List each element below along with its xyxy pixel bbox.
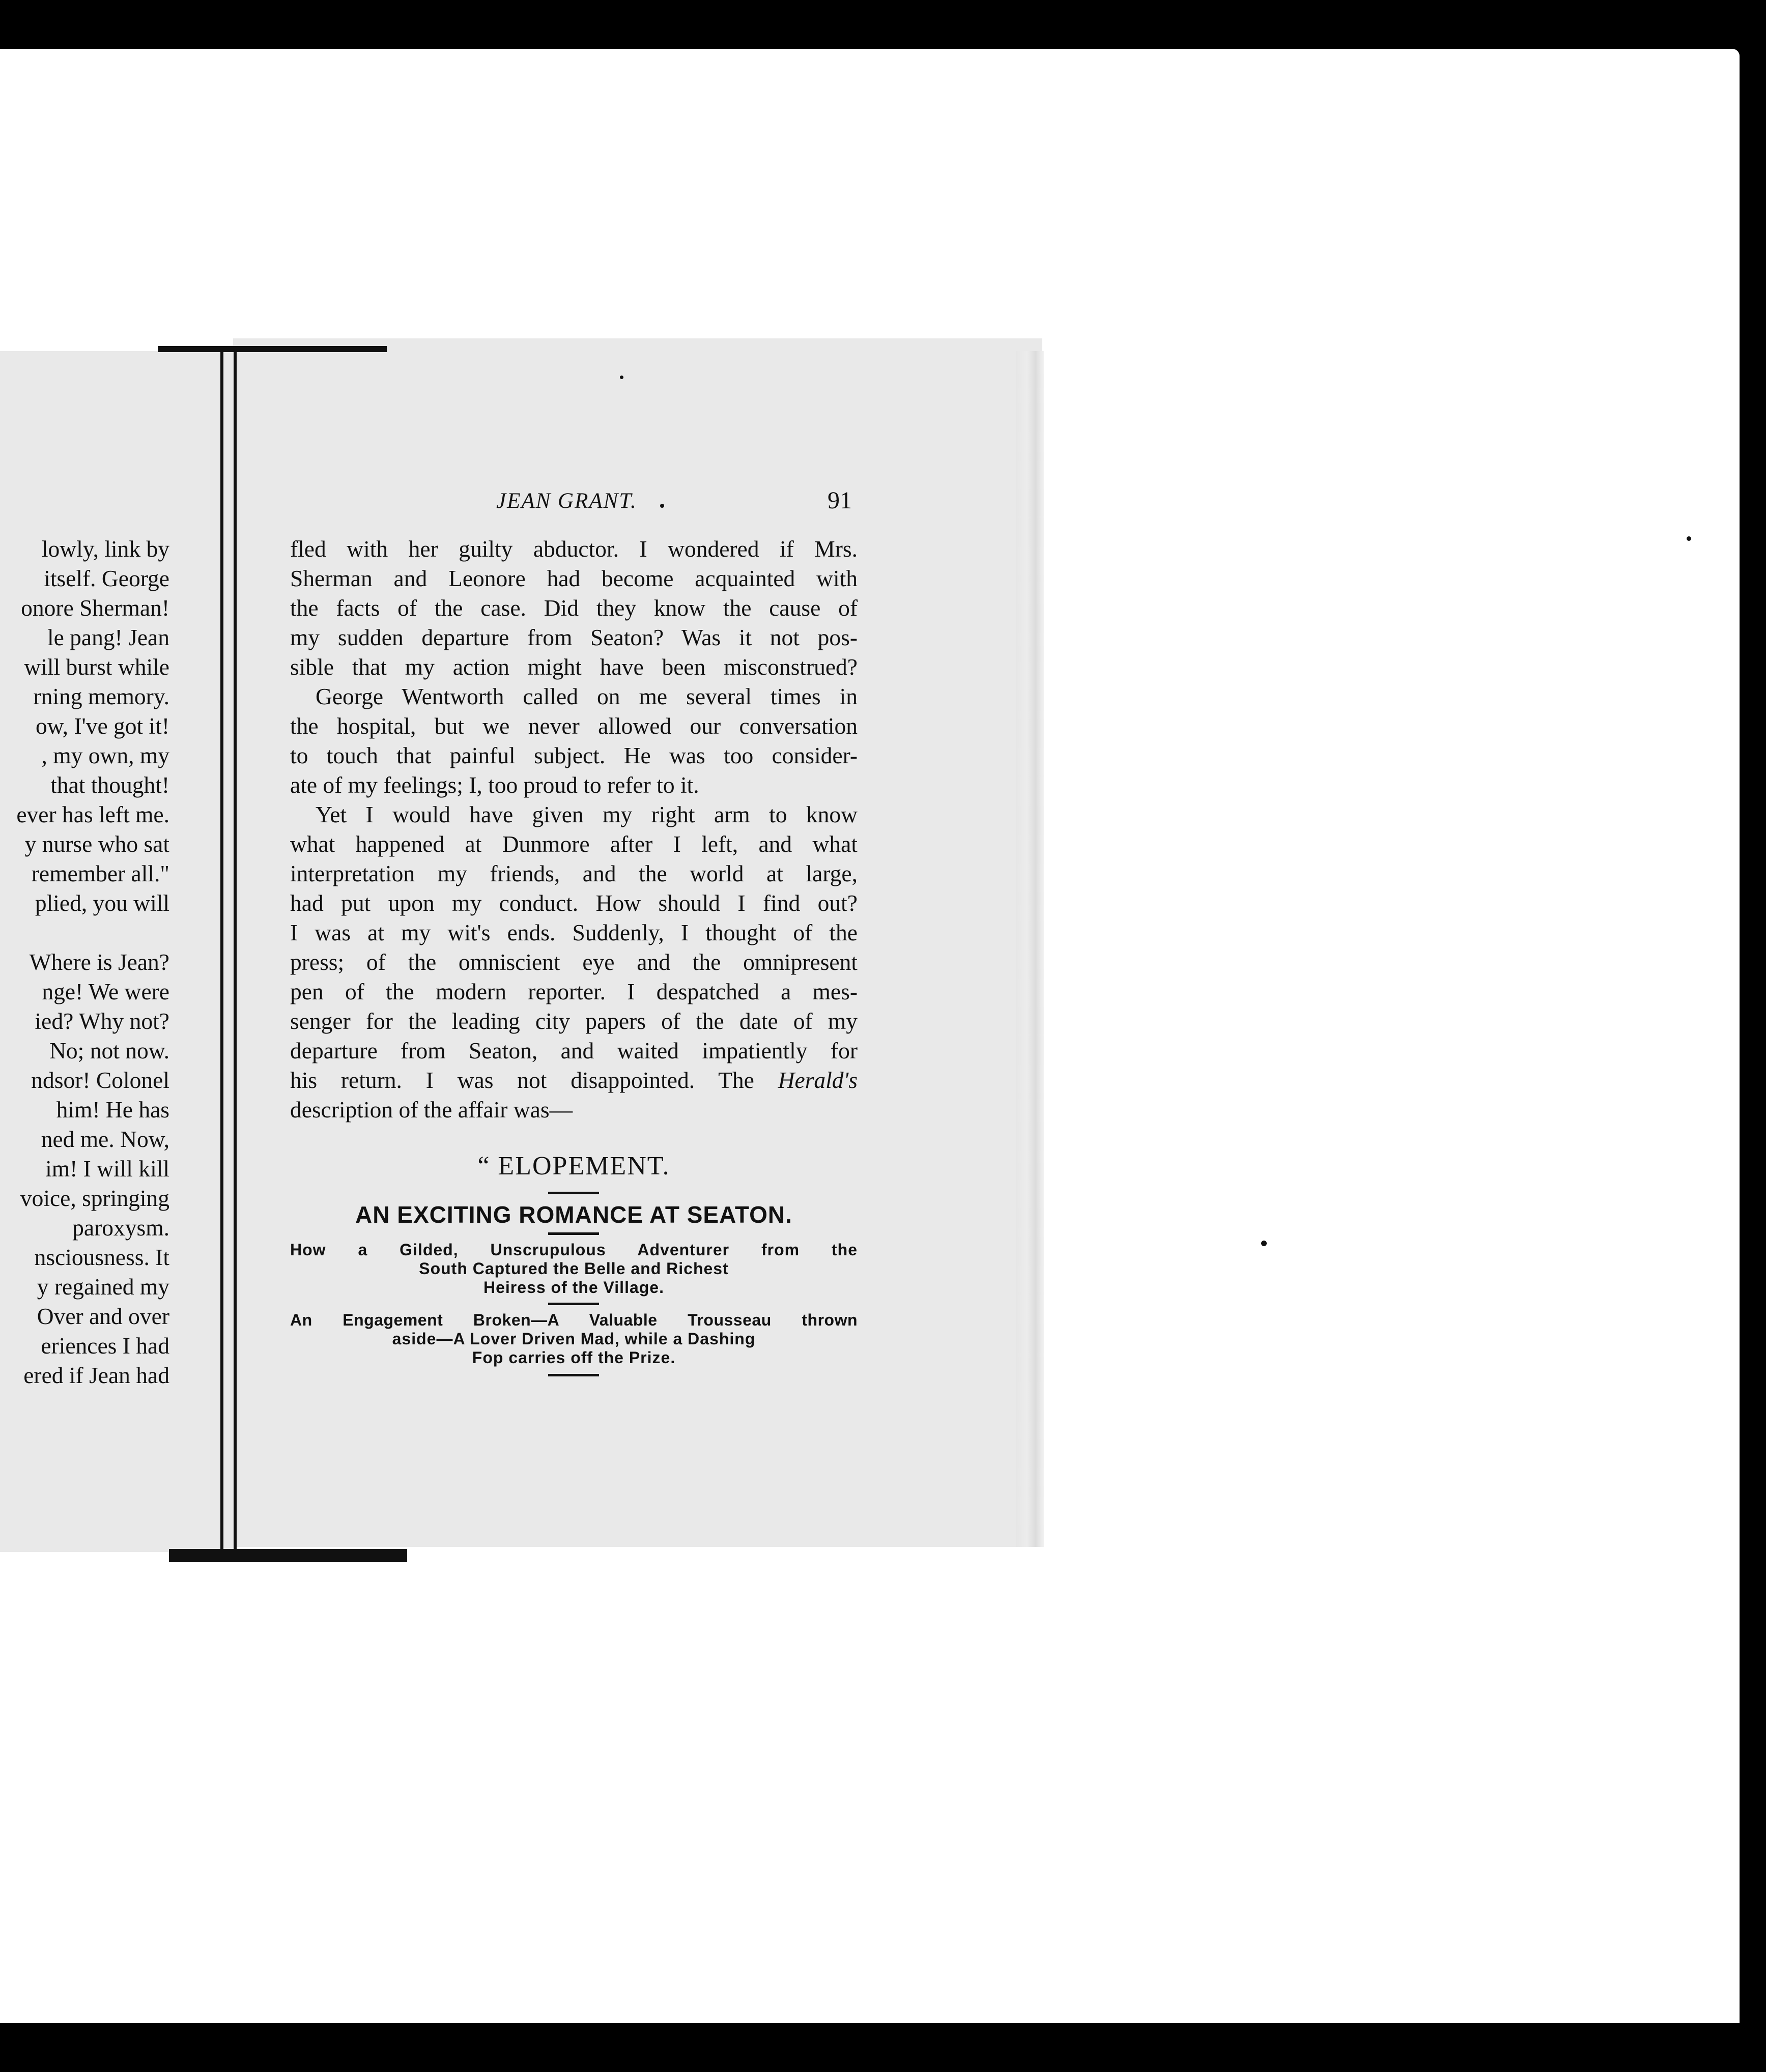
body-line: I was at my wit's ends. Suddenly, I thought of the [290,919,858,945]
body-line: Yet I would have given my right arm to know [316,801,858,827]
page-number: 91 [828,487,852,514]
body-line: his return. I was not disappointed. The Herald's [290,1067,858,1093]
left-page-line: ered if Jean had [23,1362,169,1388]
left-page-line: paroxysm. [72,1215,169,1241]
running-header: JEAN GRANT. [496,489,637,513]
left-page-line: that thought! [50,772,169,798]
body-line: what happened at Dunmore after I left, and what [290,831,858,857]
left-page-line: ndsor! Colonel [31,1067,169,1093]
left-page-line: nsciousness. It [34,1244,169,1270]
left-page-line: , my own, my [41,742,169,768]
scan-speck [620,376,623,379]
body-line: press; of the omniscient eye and the omnipresent [290,949,858,975]
end-rule [548,1374,599,1376]
left-page-line: No; not now. [49,1038,169,1063]
italic-newspaper-name: Herald's [778,1067,858,1093]
body-line: had put upon my conduct. How should I find out? [290,890,858,916]
left-page-line: ever has left me. [16,801,169,827]
left-page-line: him! He has [56,1097,169,1123]
scan-speck [660,504,664,508]
body-line: senger for the leading city papers of the date of my [290,1008,858,1034]
left-page-line: plied, you will [35,890,169,916]
left-page-line: lowly, link by [41,536,169,562]
scan-speck [1261,1241,1267,1246]
scan-speck [1687,536,1691,541]
left-page-line: onore Sherman! [21,595,169,621]
left-page-line: rning memory. [33,683,169,709]
left-page-line: nge! We were [42,979,169,1004]
deck-line: Fop carries off the Prize. [472,1348,676,1367]
bottom-crop-bracket [169,1549,407,1562]
left-page-line: remember all." [31,860,169,886]
article-headline: “ ELOPEMENT. [477,1152,670,1181]
body-line: pen of the modern reporter. I despatched a mes- [290,979,858,1004]
deck-line: South Captured the Belle and Richest [419,1259,729,1278]
left-page-line: y regained my [37,1274,169,1300]
body-line: to touch that painful subject. He was too consider- [290,742,858,768]
deck-rule [548,1303,599,1305]
body-line: George Wentworth called on me several times in [316,683,858,709]
body-line: Sherman and Leonore had become acquainted with [290,565,858,591]
left-page-line: will burst while [24,654,169,680]
body-line: the facts of the case. Did they know the cause of [290,595,858,621]
left-page-line: y nurse who sat [24,831,169,857]
headline-rule [548,1192,599,1194]
subheadline-rule [548,1232,599,1235]
page-edge-shadow [1016,351,1044,1547]
deck-line: aside—A Lover Driven Mad, while a Dashing [392,1330,756,1348]
deck-line: How a Gilded, Unscrupulous Adventurer from the [290,1241,858,1259]
left-page-line: im! I will kill [45,1156,169,1182]
body-line: departure from Seaton, and waited impatiently for [290,1038,858,1063]
body-line: my sudden departure from Seaton? Was it not pos- [290,624,858,650]
article-subheadline: AN EXCITING ROMANCE AT SEATON. [355,1201,792,1228]
body-line: fled with her guilty abductor. I wondered if Mrs. [290,536,858,562]
left-page-line: eriences I had [41,1333,169,1359]
body-line: ate of my feelings; I, too proud to refer to it. [290,772,699,798]
top-crop-bracket [158,346,387,352]
body-line: the hospital, but we never allowed our conversation [290,713,858,739]
gutter-line-left [220,351,223,1552]
left-page-line: ow, I've got it! [35,713,169,739]
left-page-line: Over and over [37,1303,169,1329]
body-line: sible that my action might have been misconstrued? [290,654,858,680]
deck-line: An Engagement Broken—A Valuable Trousseau thrown [290,1311,858,1329]
left-page-line: Where is Jean? [29,949,169,975]
left-book-page [0,351,236,1552]
body-line: interpretation my friends, and the world at large, [290,860,858,886]
left-page-line: voice, springing [20,1185,169,1211]
deck-line: Heiress of the Village. [483,1278,664,1297]
gutter-line-right [234,351,237,1552]
left-page-line: ned me. Now, [41,1126,169,1152]
body-line: description of the affair was— [290,1097,573,1123]
left-page-line: ied? Why not? [35,1008,169,1034]
left-page-line: le pang! Jean [47,624,169,650]
left-page-line: itself. George [44,565,169,591]
